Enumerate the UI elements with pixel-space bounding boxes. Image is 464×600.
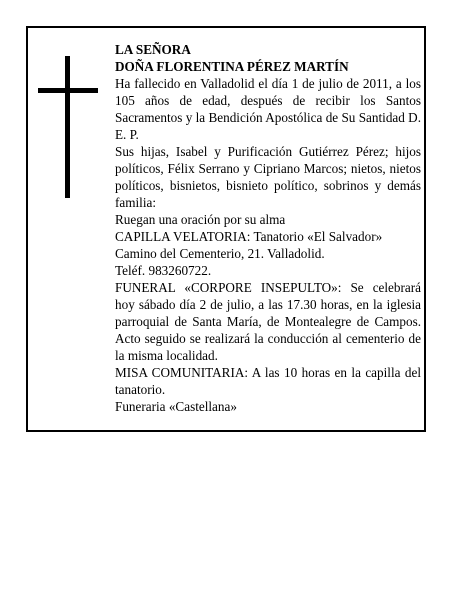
- chapel-phone: Teléf. 983260722.: [115, 263, 212, 278]
- obituary-notice: [26, 26, 426, 432]
- family-list: Sus hijas, Isabel y Purificación Gutiérrez Pérez; hijos políticos, Félix Serrano y Cipriano Marcos; nietos, nietos políticos, bisnietos, bisnieto político, sobrinos y demás familia:: [115, 144, 421, 210]
- notice-title: LA SEÑORA: [115, 42, 191, 57]
- prayer-request: Ruegan una oración por su alma: [115, 212, 286, 227]
- death-announcement: Ha fallecido en Valladolid el día 1 de julio de 2011, a los 105 años de edad, después de recibir los Santos Sacramentos y la Bendición Apostólica de Su Santidad D. E. P.: [115, 76, 421, 142]
- cross-vertical-bar: [65, 56, 70, 198]
- cross-icon: [38, 56, 98, 198]
- community-mass-info: MISA COMUNITARIA: A las 10 horas en la capilla del tanatorio.: [115, 365, 421, 397]
- funeral-home: Funeraria «Castellana»: [115, 399, 237, 414]
- cross-horizontal-bar: [38, 88, 98, 93]
- funeral-info: FUNERAL «CORPORE INSEPULTO»: Se celebrará hoy sábado día 2 de julio, a las 17.30 horas, en la iglesia parroquial de Santa María, de Montealegre de Campos. Acto seguido se realizará la conducción al cementerio de la misma localidad.: [115, 280, 421, 363]
- chapel-address: Camino del Cementerio, 21. Valladolid.: [115, 246, 325, 261]
- notice-text: [115, 41, 421, 415]
- chapel-info: CAPILLA VELATORIA: Tanatorio «El Salvador»: [115, 229, 383, 244]
- deceased-name: DOÑA FLORENTINA PÉREZ MARTÍN: [115, 59, 349, 74]
